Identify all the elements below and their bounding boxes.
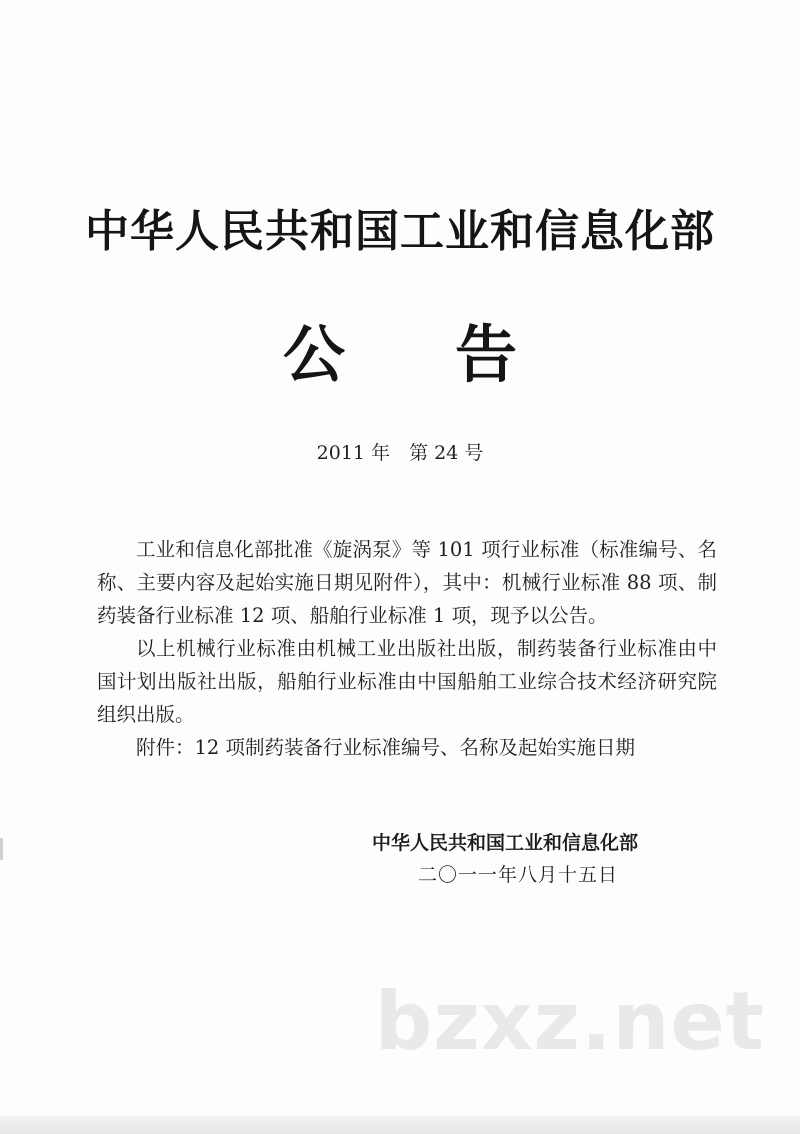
site-watermark: bzxz.net bbox=[375, 975, 765, 1068]
document-number: 2011 年 第 24 号 bbox=[316, 442, 484, 464]
body-paragraph: 工业和信息化部批准《旋涡泵》等 101 项行业标准（标准编号、名称、主要内容及起始实施日期见附件），其中：机械行业标准 88 项、制药装备行业标准 12 项、船舶行业标准 1 项，现予以公告。 bbox=[97, 538, 717, 627]
attachment-line: 附件：12 项制药装备行业标准编号、名称及起始实施日期 bbox=[136, 736, 636, 759]
scan-edge-mark bbox=[0, 838, 3, 860]
signature-organization: 中华人民共和国工业和信息化部 bbox=[372, 832, 639, 854]
issue-date: 二〇一一年八月十五日 bbox=[418, 864, 619, 886]
announcement-body bbox=[97, 533, 717, 764]
document-type-heading: 公告 bbox=[282, 318, 627, 391]
body-paragraph: 以上机械行业标准由机械工业出版社出版，制药装备行业标准由中国计划出版社出版，船舶行业标准由中国船舶工业综合技术经济研究院组织出版。 bbox=[97, 637, 717, 726]
issuing-organization-title: 中华人民共和国工业和信息化部 bbox=[85, 206, 715, 257]
page-bottom-edge bbox=[0, 1116, 800, 1134]
